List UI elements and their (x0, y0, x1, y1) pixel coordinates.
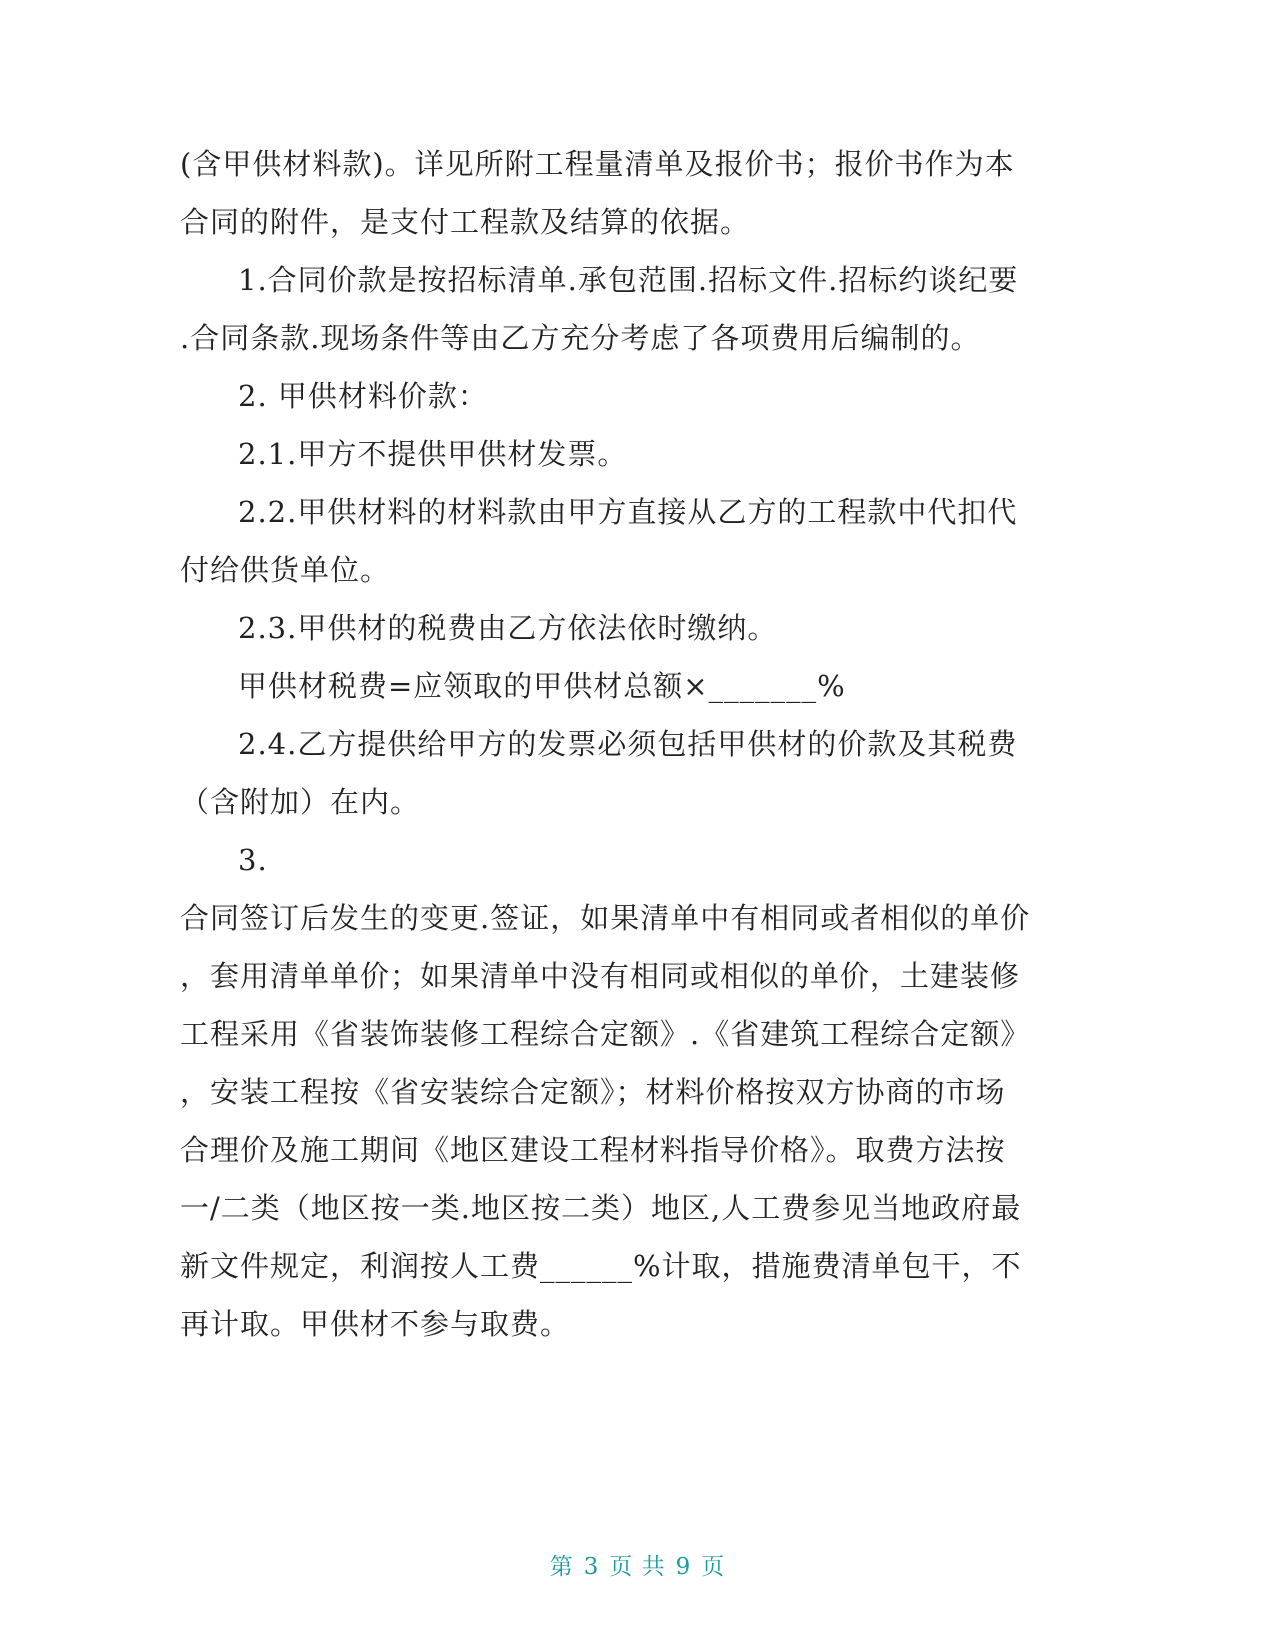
body-line: 再计取。甲供材不参与取费。 (180, 1307, 571, 1341)
body-line: 付给供货单位。 (180, 553, 391, 587)
body-line: (含甲供材料款)。详见所附工程量清单及报价书；报价书作为本 (180, 147, 1015, 181)
body-line: 工程采用《省装饰装修工程综合定额》.《省建筑工程综合定额》 (180, 1017, 1031, 1051)
body-line: 2.4.乙方提供给甲方的发票必须包括甲供材的价款及其税费 (238, 727, 1018, 761)
body-line: 2.1.甲方不提供甲供材发票。 (238, 437, 628, 471)
formula-line: 甲供材税费=应领取的甲供材总额×_______% (238, 669, 846, 703)
body-line: （含附加）在内。 (180, 785, 421, 819)
body-line: 一/二类（地区按一类.地区按二类）地区,人工费参见当地政府最 (180, 1191, 1022, 1225)
page-mid: 页 共 (609, 1554, 666, 1580)
body-line: 1.合同价款是按招标清单.承包范围.招标文件.招标约谈纪要 (238, 263, 1019, 297)
page-suffix: 页 (701, 1554, 726, 1580)
body-line: 2. 甲供材料价款： (238, 379, 488, 413)
body-line: 合理价及施工期间《地区建设工程材料指导价格》。取费方法按 (180, 1133, 1006, 1167)
body-line: 新文件规定，利润按人工费______%计取，措施费清单包干，不 (180, 1249, 1022, 1283)
body-line: 合同的附件，是支付工程款及结算的依据。 (180, 205, 751, 239)
body-line: ，安装工程按《省安装综合定额》；材料价格按双方协商的市场 (180, 1075, 1006, 1109)
body-line: 2.3.甲供材的税费由乙方依法依时缴纳。 (238, 611, 778, 645)
body-line: 2.2.甲供材料的材料款由甲方直接从乙方的工程款中代扣代 (238, 495, 1018, 529)
current-page-number: 3 (583, 1554, 600, 1580)
page-prefix: 第 (549, 1554, 574, 1580)
page-number-footer (0, 1548, 1275, 1581)
total-pages-number: 9 (675, 1554, 692, 1580)
body-line: .合同条款.现场条件等由乙方充分考虑了各项费用后编制的。 (180, 321, 981, 355)
body-line: 合同签订后发生的变更.签证，如果清单中有相同或者相似的单价 (180, 901, 1031, 935)
body-line: ，套用清单单价；如果清单中没有相同或相似的单价，土建装修 (180, 959, 1021, 993)
body-line: 3. (238, 843, 268, 877)
